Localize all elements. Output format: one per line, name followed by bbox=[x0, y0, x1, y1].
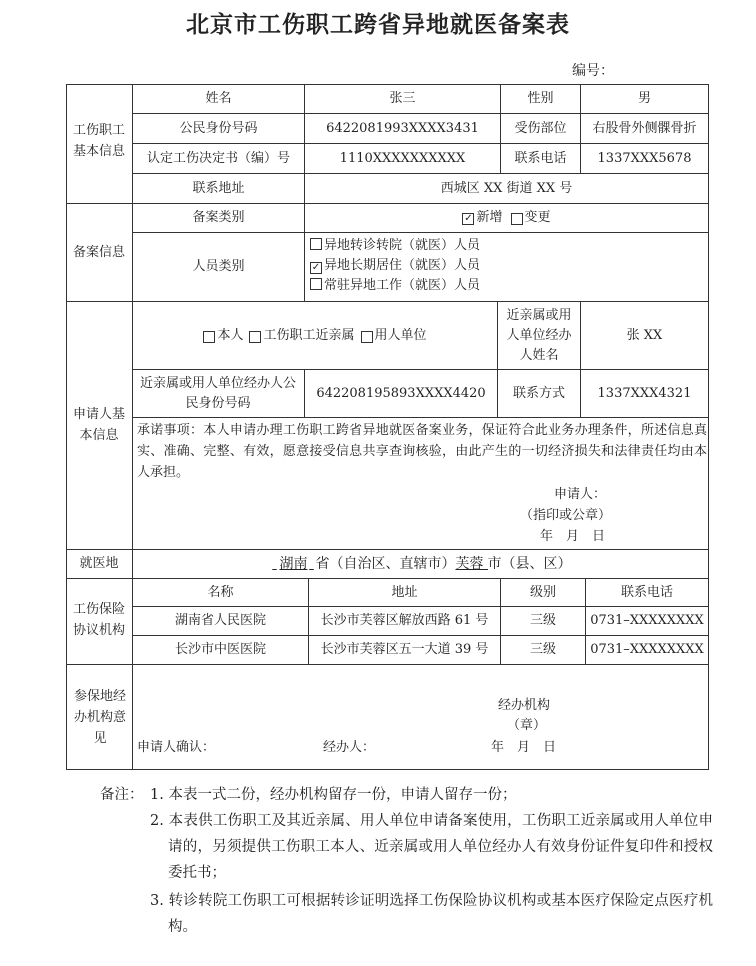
city-suffix: 市（县、区） bbox=[487, 556, 572, 572]
checkbox-long-term-residence[interactable]: ✓ bbox=[311, 262, 321, 273]
checkbox-change[interactable] bbox=[511, 213, 523, 225]
inst-header-name: 名称 bbox=[207, 584, 234, 600]
applicant-sign-note: （指印或公章） bbox=[520, 508, 612, 523]
agent-name-value: 张 XX bbox=[626, 327, 663, 343]
name-label: 姓名 bbox=[205, 91, 232, 106]
inst-row-2-name: 长沙市中医医院 bbox=[174, 642, 266, 657]
injury-label: 受伤部位 bbox=[514, 120, 567, 136]
note-2: 2. 本表供工伤职工及其近亲属、用人单位申请备案使用，工伤职工近亲属或用人单位申请的，另须提供工伤职工本人、近亲属或用人单位经办人有效身份证件复印件和授权委托书； bbox=[150, 813, 713, 881]
opinion-date: 年 月 日 bbox=[491, 740, 557, 755]
inst-header-phone: 联系电话 bbox=[620, 584, 673, 600]
section-opinion-label: 参保地经办机构意见 bbox=[73, 688, 126, 746]
person-type-label: 人员类别 bbox=[192, 259, 245, 274]
promise-text: 承诺事项：本人申请办理工伤职工跨省异地就医备案业务，保证符合此业务办理条件，所述信息真实、准确、完整、有效，愿意接受信息共享查询核验，由此产生的一切经济损失和法律责任均由本人承担。 bbox=[137, 423, 707, 480]
option-relative-label: 工伤职工近亲属 bbox=[263, 327, 355, 343]
phone-label: 联系电话 bbox=[514, 150, 567, 166]
inst-row-2-phone: 0731–XXXXXXXX bbox=[590, 642, 704, 657]
address-label: 联系地址 bbox=[192, 180, 245, 196]
inst-row-1-address: 长沙市芙蓉区解放西路 61 号 bbox=[320, 613, 489, 628]
province-suffix: 省（自治区、直辖市） bbox=[315, 556, 456, 572]
contact-label: 联系方式 bbox=[512, 385, 565, 401]
id-number-label: 公民身份号码 bbox=[179, 120, 258, 136]
agency-label: 经办机构 bbox=[498, 698, 551, 713]
agent-id-label: 近亲属或用人单位经办人公民身份号码 bbox=[140, 375, 297, 411]
decision-number-label: 认定工伤决定书（编）号 bbox=[146, 150, 290, 166]
checkbox-referral[interactable] bbox=[310, 238, 322, 250]
checkbox-new[interactable]: ✓ bbox=[464, 213, 473, 224]
section-filing-label: 备案信息 bbox=[72, 244, 125, 260]
checkbox-self[interactable] bbox=[203, 331, 215, 343]
checkbox-employer[interactable] bbox=[361, 331, 373, 343]
phone-value: 1337XXX5678 bbox=[597, 150, 692, 166]
inst-row-1-phone: 0731–XXXXXXXX bbox=[590, 613, 704, 628]
option-change-label: 变更 bbox=[524, 210, 551, 225]
injury-value: 右股骨外侧髁骨折 bbox=[592, 120, 697, 136]
filing-type-options bbox=[305, 204, 708, 232]
agent-name-label: 近亲属或用人单位经办人姓名 bbox=[506, 307, 572, 363]
person-type-options bbox=[310, 236, 480, 296]
note-3: 3. 转诊转院工伤职工可根据转诊证明选择工伤保险协议机构或基本医疗保险定点医疗机构。 bbox=[150, 893, 713, 935]
gender-label: 性别 bbox=[527, 91, 554, 106]
decision-number-value: 1110XXXXXXXXXX bbox=[339, 150, 466, 166]
gender-value: 男 bbox=[637, 91, 651, 106]
option-employer-label: 用人单位 bbox=[374, 327, 427, 343]
inst-row-1-name: 湖南省人民医院 bbox=[174, 613, 266, 628]
address-value: 西城区 XX 街道 XX 号 bbox=[440, 180, 573, 196]
applicant-sign-label: 申请人： bbox=[554, 487, 607, 502]
checkbox-work-elsewhere[interactable] bbox=[310, 278, 322, 290]
applicant-sign-date: 年 月 日 bbox=[540, 529, 606, 544]
option-self-label: 本人 bbox=[217, 327, 244, 343]
note-1: 1. 本表一式二份，经办机构留存一份，申请人留存一份； bbox=[150, 787, 517, 803]
applicant-confirm-label: 申请人确认： bbox=[137, 740, 216, 755]
checkbox-relative[interactable] bbox=[249, 331, 261, 343]
page-title: 北京市工伤职工跨省异地就医备案表 bbox=[186, 12, 570, 38]
city-value: 芙蓉 bbox=[455, 556, 484, 572]
option-referral-label: 异地转诊转院（就医）人员 bbox=[324, 238, 481, 253]
inst-row-2-address: 长沙市芙蓉区五一大道 39 号 bbox=[320, 642, 489, 657]
option-new-label: 新增 bbox=[476, 210, 503, 225]
inst-header-address: 地址 bbox=[391, 584, 418, 600]
inst-header-level: 级别 bbox=[529, 584, 556, 600]
contact-value: 1337XXX4321 bbox=[597, 385, 692, 401]
option-work-elsewhere-label: 常驻异地工作（就医）人员 bbox=[324, 278, 481, 293]
section-applicant-label: 申请人基本信息 bbox=[72, 407, 125, 443]
notes-label: 备注： bbox=[100, 787, 144, 803]
place-value bbox=[133, 550, 708, 578]
option-long-term-label: 异地长期居住（就医）人员 bbox=[324, 258, 481, 273]
province-value: 湖南 bbox=[279, 556, 308, 572]
agent-id-value: 642208195893XXXX4420 bbox=[316, 385, 486, 401]
filing-type-label: 备案类别 bbox=[192, 210, 245, 225]
serial-number-label: 编号： bbox=[572, 63, 614, 79]
inst-row-1-level: 三级 bbox=[529, 613, 556, 628]
section-place-label: 就医地 bbox=[79, 556, 119, 571]
handler-label: 经办人： bbox=[323, 740, 376, 755]
id-number-value: 6422081993XXXX3431 bbox=[326, 120, 479, 136]
name-value: 张三 bbox=[389, 91, 416, 106]
inst-row-2-level: 三级 bbox=[529, 642, 556, 657]
applicant-type-options bbox=[133, 302, 497, 369]
section-institutions-label: 工伤保险协议机构 bbox=[72, 602, 125, 638]
section-basic-info-label: 工伤职工基本信息 bbox=[72, 123, 125, 159]
agency-seal: （章） bbox=[507, 718, 547, 733]
